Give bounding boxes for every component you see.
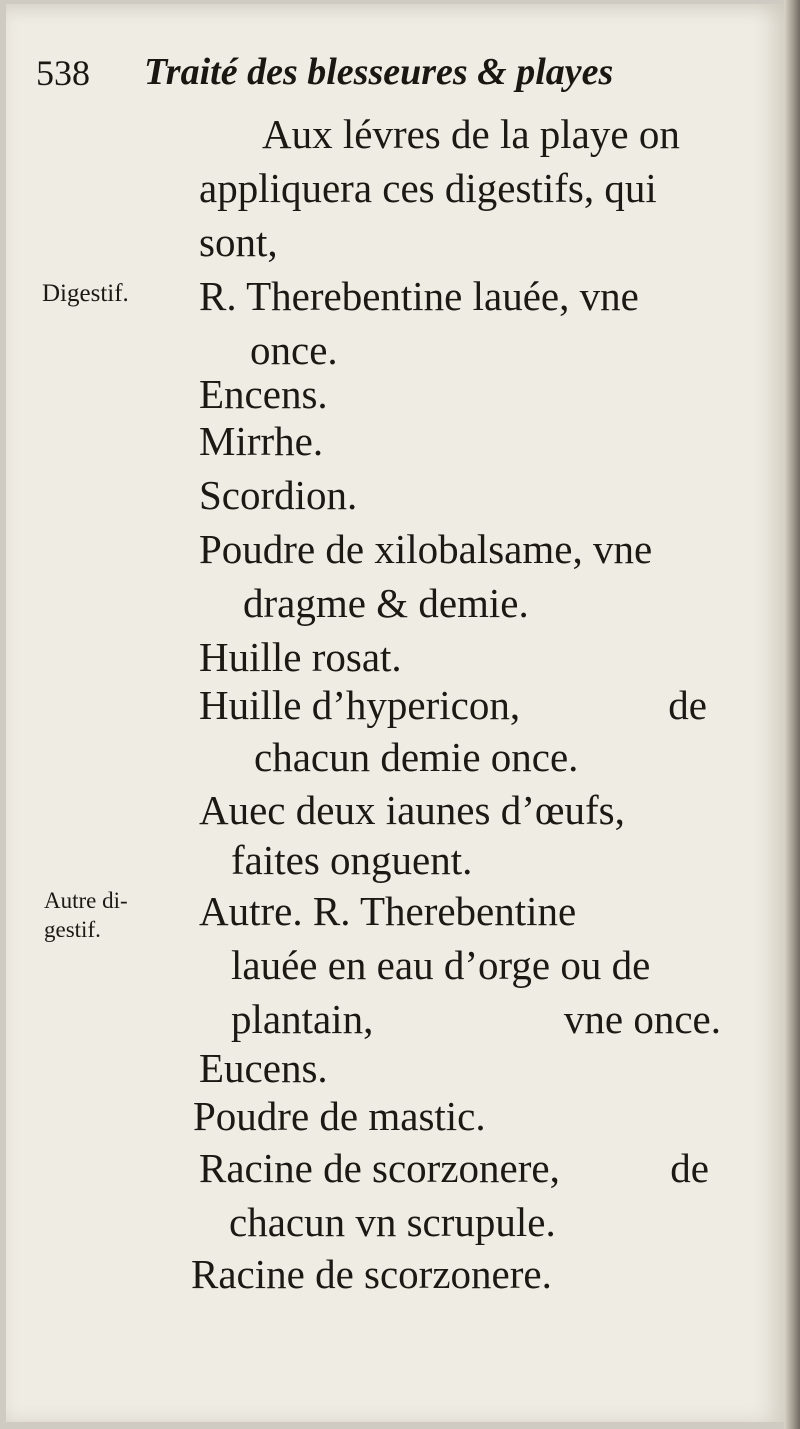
body-line-part: de <box>670 1145 709 1191</box>
body-line-part: Racine de scorzonere, <box>199 1145 560 1191</box>
body-line: chacun vn scrupule. <box>229 1199 556 1245</box>
body-line: R. Therebentine lauée, vne <box>199 273 639 319</box>
body-line: once. <box>250 327 338 373</box>
body-line: dragme & demie. <box>243 580 529 626</box>
body-line: Aux lévres de la playe on <box>262 111 680 157</box>
body-line: appliquera ces digestifs, qui <box>199 165 657 211</box>
margin-note-autre-line1: Autre di- <box>44 888 128 913</box>
body-line-part: vne once. <box>563 996 721 1042</box>
page-edge <box>784 0 800 1429</box>
body-line: Eucens. <box>199 1045 328 1091</box>
body-line: Scordion. <box>199 472 358 518</box>
body-line-justified <box>231 996 721 1042</box>
body-line-part: plantain, <box>231 996 374 1042</box>
body-line: faites onguent. <box>231 837 473 883</box>
body-line: Encens. <box>199 371 328 417</box>
body-line-part: de <box>668 682 707 728</box>
body-line: Huille rosat. <box>199 634 402 680</box>
body-line: lauée en eau d’orge ou de <box>231 942 651 988</box>
body-line-justified <box>199 682 707 728</box>
body-line: Poudre de mastic. <box>193 1093 486 1139</box>
body-line: Poudre de xilobalsame, vne <box>199 526 653 572</box>
margin-note-autre-line2: gestif. <box>44 917 101 942</box>
body-line: Mirrhe. <box>199 418 324 464</box>
margin-note-digestif: Digestif. <box>42 280 129 307</box>
page-number: 538 <box>36 53 90 93</box>
body-line: Auec deux iaunes d’œufs, <box>199 787 625 833</box>
body-line-justified <box>199 1145 709 1191</box>
body-line-part: Huille d’hypericon, <box>199 682 521 728</box>
body-line: Racine de scorzonere. <box>191 1251 552 1297</box>
body-line: Autre. R. Therebentine <box>199 888 577 934</box>
body-line: chacun demie once. <box>254 734 579 780</box>
running-title: Traité des blesseures & playes <box>144 51 614 93</box>
body-line: sont, <box>199 219 278 265</box>
